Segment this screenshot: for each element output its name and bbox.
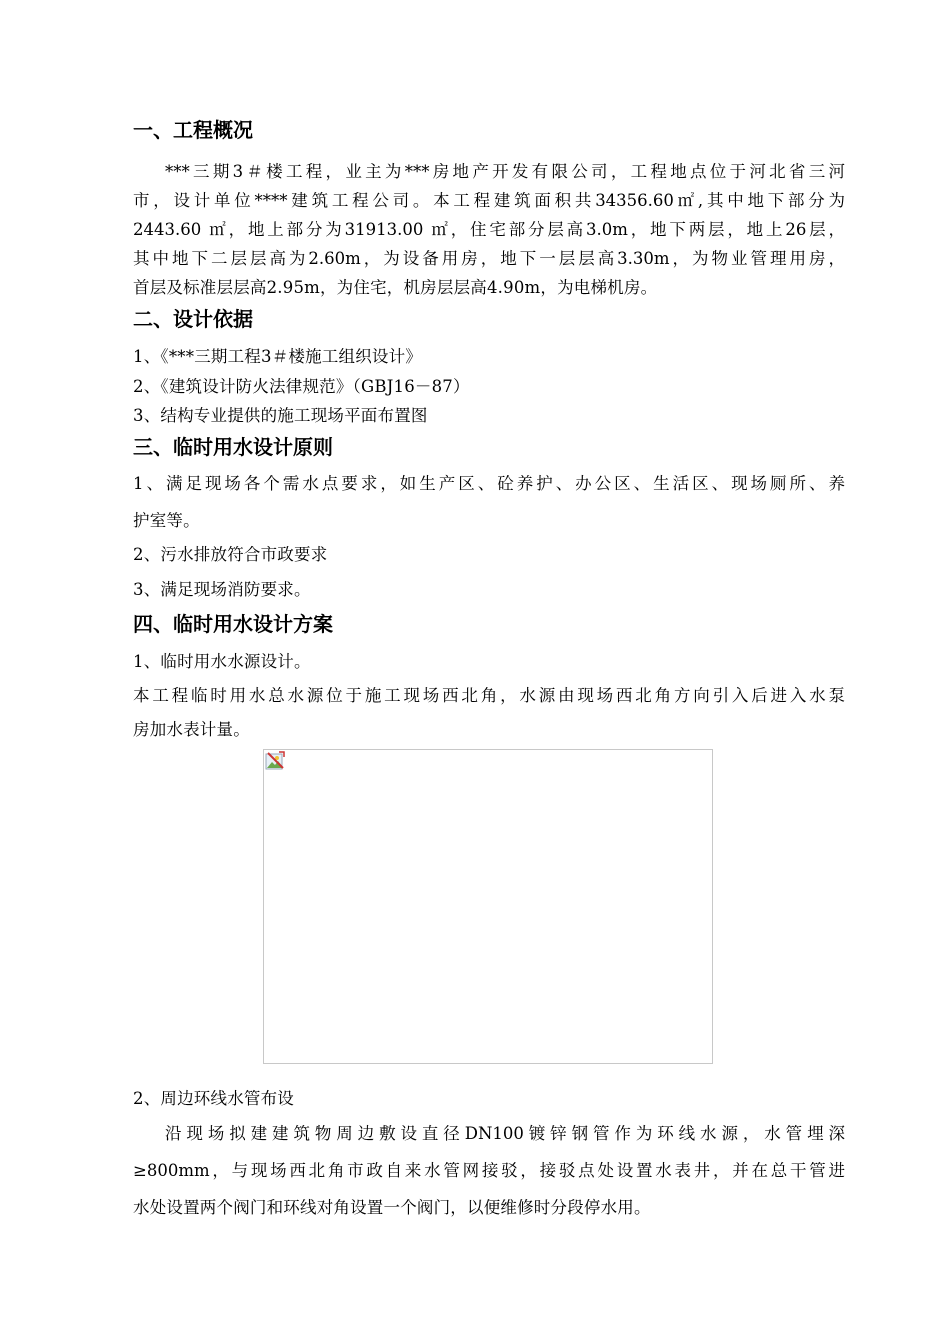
subheading: 1、临时用水水源设计。 <box>133 652 311 671</box>
broken-image-icon <box>265 751 285 771</box>
section-heading-2: 二、设计依据 <box>133 307 253 331</box>
paragraph-line: 房加水表计量。 <box>133 720 250 739</box>
paragraph-line: 本工程临时用水总水源位于施工现场西北角，水源由现场西北角方向引入后进入水泵 <box>133 686 845 705</box>
figure-placeholder <box>263 749 713 1064</box>
paragraph-line: ***三期3＃楼工程，业主为***房地产开发有限公司，工程地点位于河北省三河 <box>165 162 845 181</box>
list-item: 2、《建筑设计防火法律规范》（GBJ16－87） <box>133 377 470 396</box>
section-heading-3: 三、临时用水设计原则 <box>133 435 333 459</box>
subheading: 2、周边环线水管布设 <box>133 1089 294 1108</box>
list-item: 1、《***三期工程3＃楼施工组织设计》 <box>133 347 422 366</box>
list-item: 2、污水排放符合市政要求 <box>133 545 328 564</box>
paragraph-line: 其中地下二层层高为2.60m，为设备用房，地下一层层高3.30m，为物业管理用房， <box>133 249 845 268</box>
list-item-continuation: 护室等。 <box>133 511 200 530</box>
paragraph-line: 水处设置两个阀门和环线对角设置一个阀门，以便维修时分段停水用。 <box>133 1198 651 1217</box>
list-item: 3、满足现场消防要求。 <box>133 580 311 599</box>
paragraph-line: ≥800mm，与现场西北角市政自来水管网接驳，接驳点处设置水表井，并在总干管进 <box>133 1161 845 1180</box>
paragraph-line: 沿现场拟建建筑物周边敷设直径DN100镀锌钢管作为环线水源，水管埋深 <box>165 1124 845 1143</box>
paragraph-line: 首层及标准层层高2.95m，为住宅，机房层层高4.90m，为电梯机房。 <box>133 278 658 297</box>
list-item: 3、结构专业提供的施工现场平面布置图 <box>133 406 428 425</box>
section-heading-1: 一、工程概况 <box>133 118 253 142</box>
list-item: 1、满足现场各个需水点要求，如生产区、砼养护、办公区、生活区、现场厕所、养 <box>133 474 845 493</box>
paragraph-line: 2443.60 ㎡，地上部分为31913.00 ㎡，住宅部分层高3.0m，地下两层，地上26层， <box>133 220 845 239</box>
paragraph-line: 市，设计单位****建筑工程公司。本工程建筑面积共34356.60㎡,其中地下部分为 <box>133 191 845 210</box>
section-heading-4: 四、临时用水设计方案 <box>133 612 333 636</box>
